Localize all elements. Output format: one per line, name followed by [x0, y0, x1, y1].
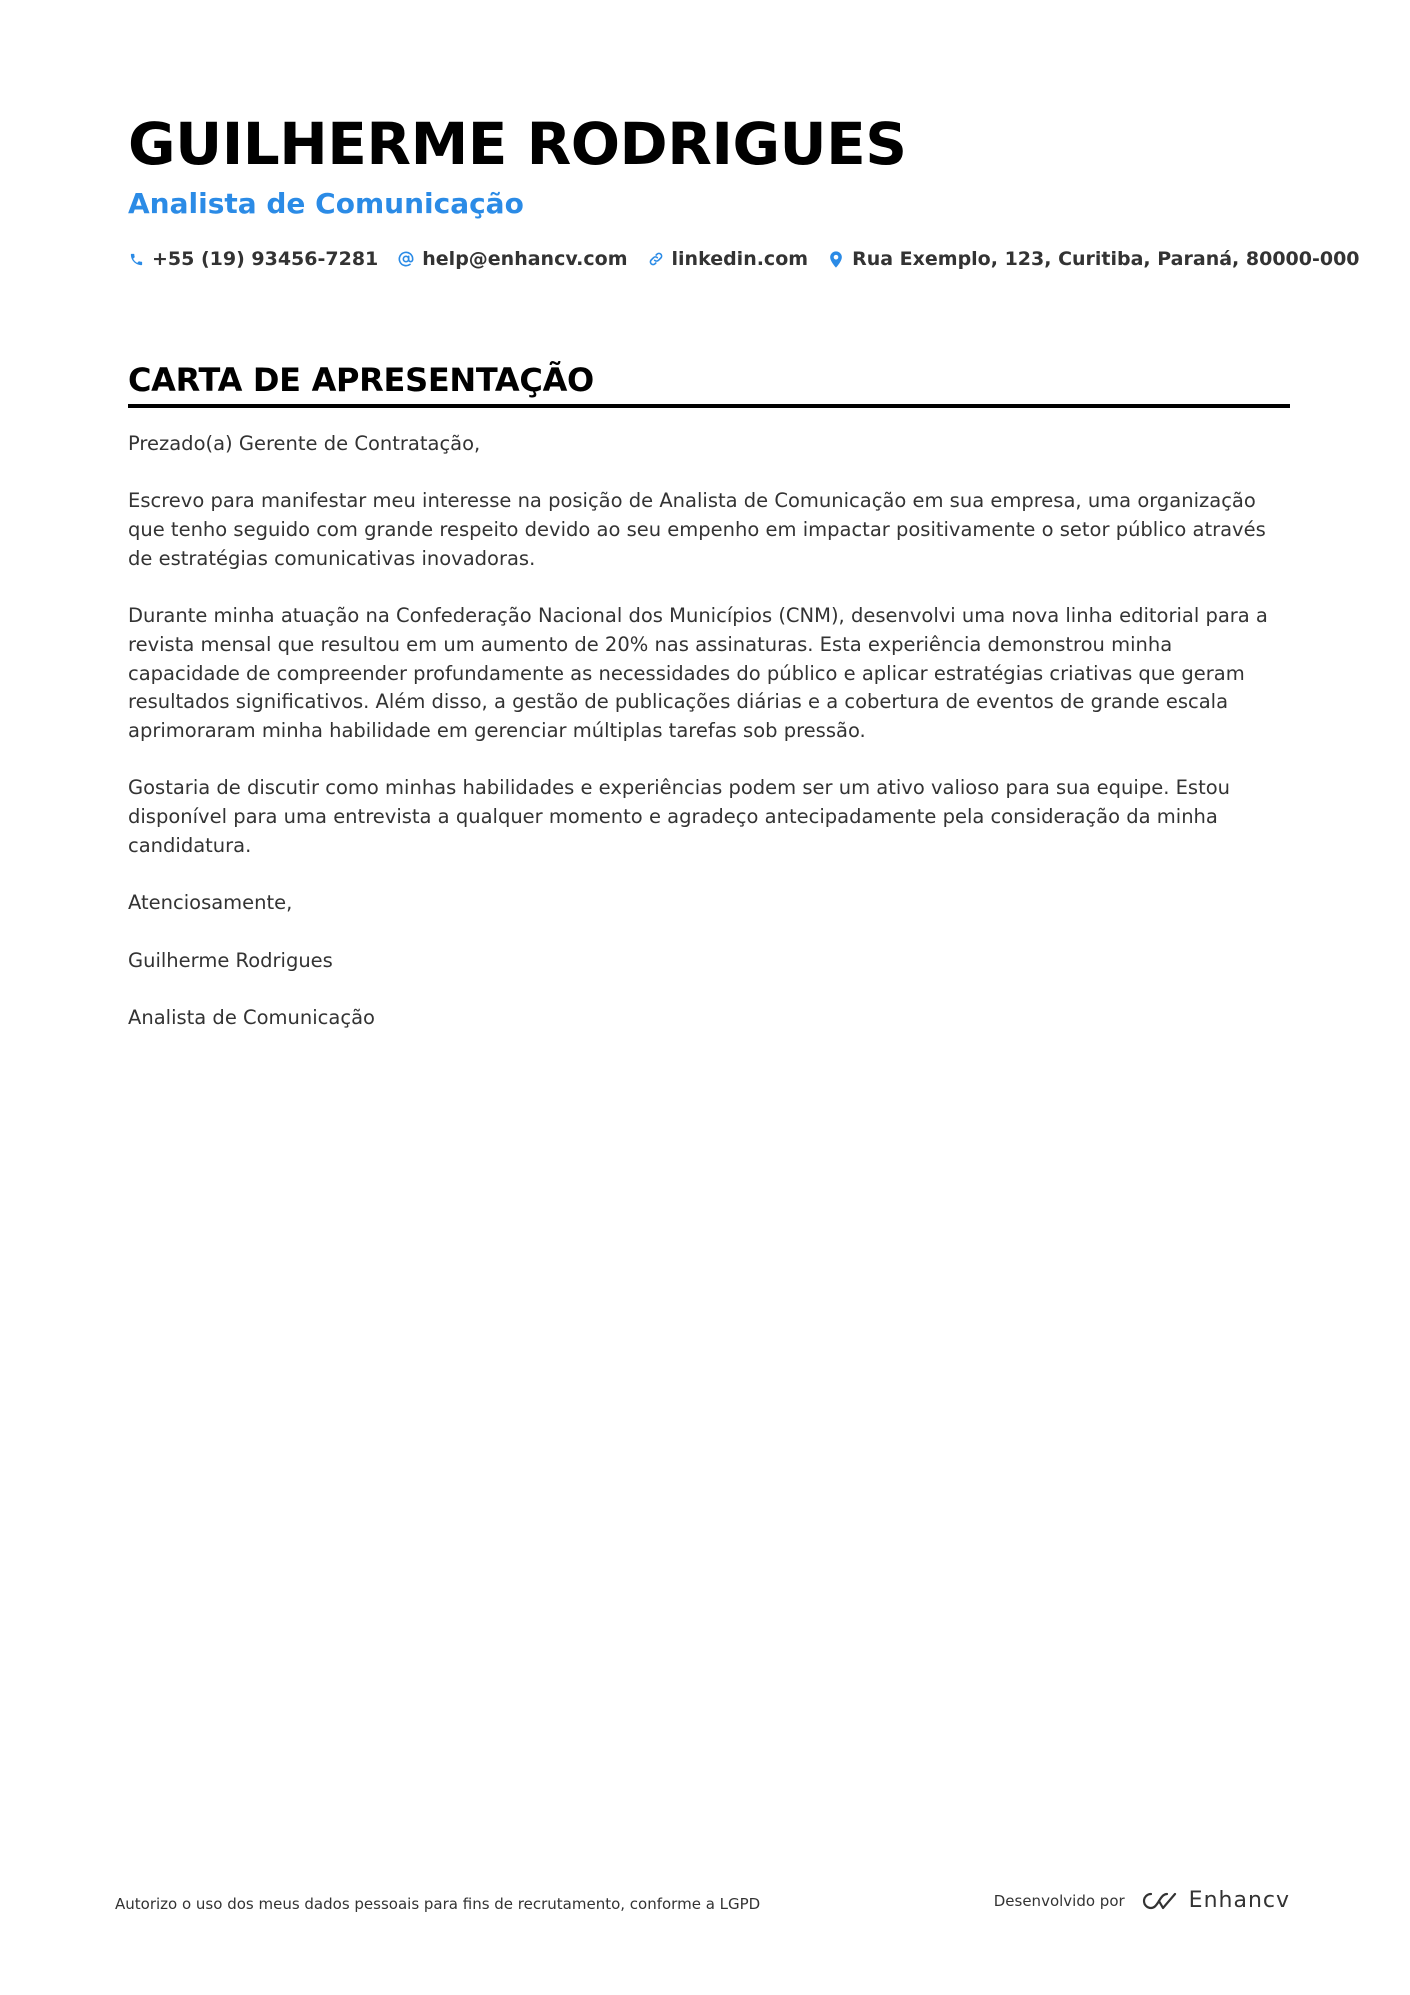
address-text: Rua Exemplo, 123, Curitiba, Paraná, 80000-000	[852, 248, 1360, 270]
email-text: help@enhancv.com	[422, 248, 628, 270]
section-divider	[128, 404, 1290, 408]
contact-bar	[128, 248, 1360, 270]
consent-note: Autorizo o uso dos meus dados pessoais para fins de recrutamento, conforme a LGPD	[115, 1895, 761, 1913]
phone-icon	[128, 251, 144, 267]
letter-closing: Atenciosamente,	[128, 891, 293, 915]
location-pin-icon	[828, 251, 844, 267]
letter-paragraph: Escrevo para manifestar meu interesse na posição de Analista de Comunicação em sua empresa, uma organização que tenho seguido com grande respeito devido ao seu empenho em impactar positivamente o setor público através de estratégias comunicativas inovadoras.	[128, 489, 1266, 570]
letter-paragraph: Gostaria de discutir como minhas habilidades e experiências podem ser um ativo valioso para sua equipe. Estou disponível para uma entrevista a qualquer momento e agradeço antecipadamente pela consideração da minha candidatura.	[128, 776, 1231, 857]
letter-body	[128, 430, 1290, 1033]
at-icon	[398, 251, 414, 267]
contact-address	[828, 248, 1359, 270]
section-title: CARTA DE APRESENTAÇÃO	[128, 361, 594, 399]
contact-linkedin[interactable]	[648, 248, 809, 270]
signature-name: Guilherme Rodrigues	[128, 948, 333, 972]
linkedin-text: linkedin.com	[671, 248, 809, 270]
candidate-name: GUILHERME RODRIGUES	[128, 110, 907, 178]
brand-name: Enhancv	[1188, 1888, 1290, 1913]
phone-text: +55 (19) 93456-7281	[152, 248, 379, 270]
enhancv-logo-icon	[1137, 1890, 1181, 1912]
cover-letter-page	[128, 108, 1360, 1061]
contact-email[interactable]	[398, 248, 627, 270]
powered-by-label: Desenvolvido por	[993, 1891, 1125, 1910]
powered-by	[994, 1888, 1290, 1913]
signature-title: Analista de Comunicação	[128, 1005, 375, 1029]
letter-paragraph: Durante minha atuação na Confederação Nacional dos Municípios (CNM), desenvolvi uma nova linha editorial para a revista mensal que resultou em um aumento de 20% nas assinaturas. Esta experiência demonstrou minha capacidade de compreender profundamente as necessidades do público e aplicar estratégias criativas que geram resultados significativos. Além disso, a gestão de publicações diárias e a cobertura de eventos de grande escala aprimoraram minha habilidade em gerenciar múltiplas tarefas sob pressão.	[128, 604, 1268, 742]
letter-greeting: Prezado(a) Gerente de Contratação,	[128, 432, 481, 455]
contact-phone	[128, 248, 378, 270]
link-icon	[648, 251, 664, 267]
job-title: Analista de Comunicação	[128, 187, 524, 220]
